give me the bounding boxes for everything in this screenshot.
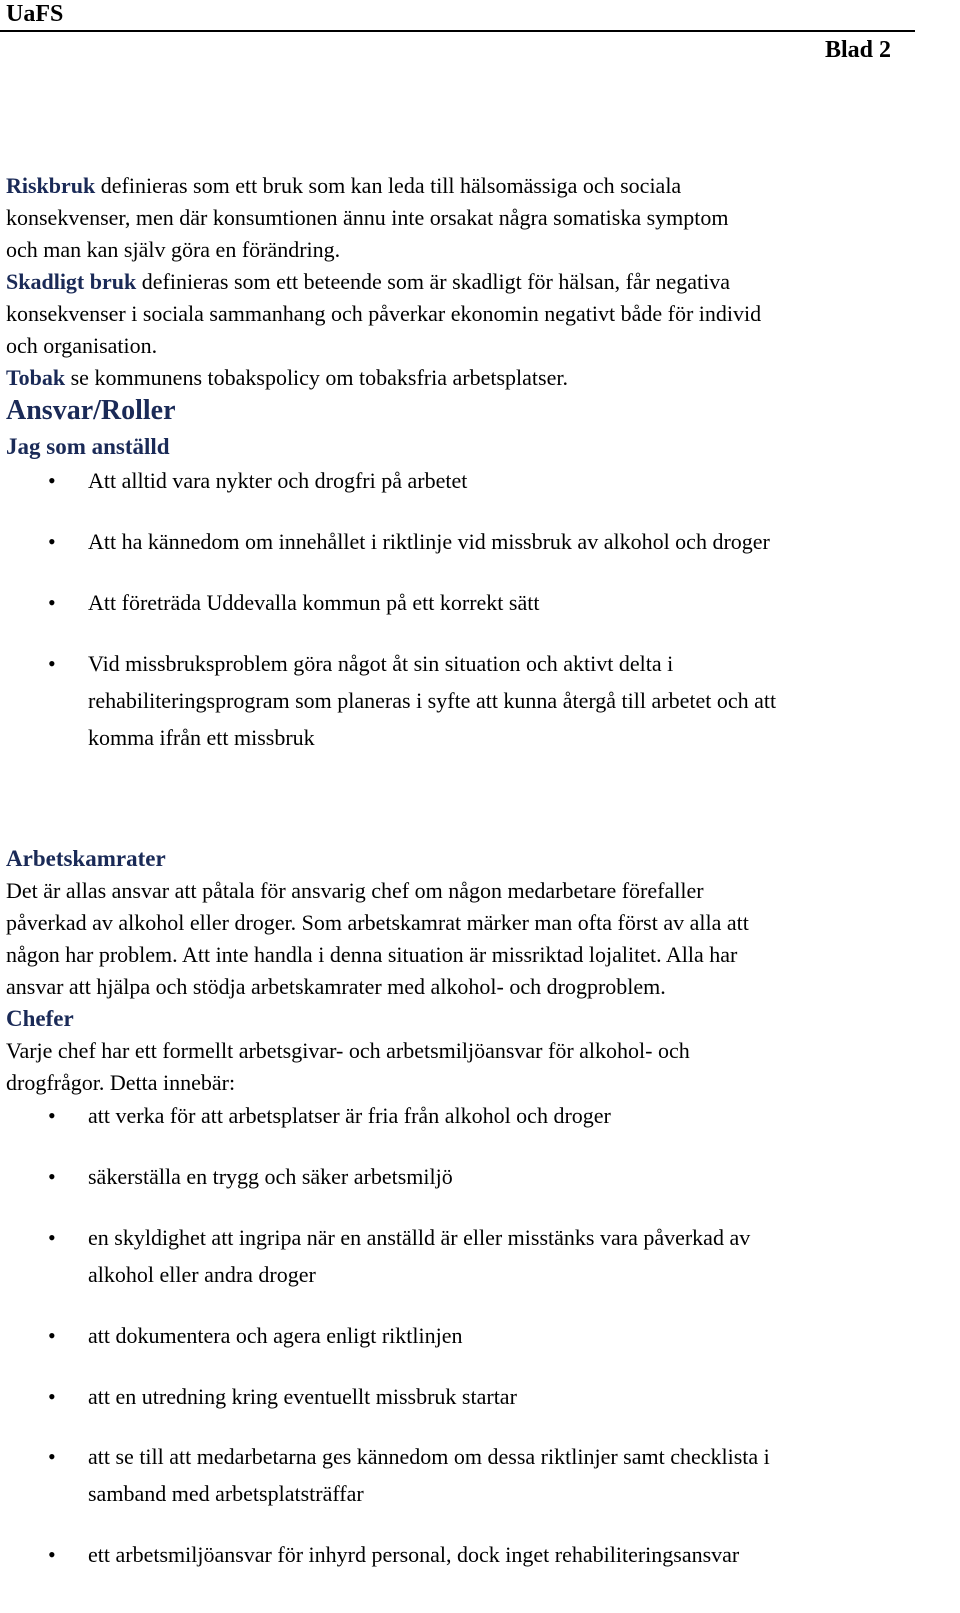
definition-text: definieras som ett bruk som kan leda till hälsomässiga och sociala xyxy=(95,173,682,198)
colleagues-line-1: Det är allas ansvar att påtala för ansvarig chef om någon medarbetare förefaller xyxy=(6,878,704,903)
term-skadligt-bruk: Skadligt bruk xyxy=(6,269,137,294)
definition-skadligt-line-2: konsekvenser i sociala sammanhang och påverkar ekonomin negativt både för individ xyxy=(6,301,762,326)
definition-riskbruk-line-3: och man kan själv göra en förändring. xyxy=(6,237,341,262)
bullet-icon: • xyxy=(48,1164,56,1189)
managers-bullet-3-line-1: en skyldighet att ingripa när en anställd är eller misstänks vara påverkad av xyxy=(88,1225,751,1250)
managers-bullet-5: att en utredning kring eventuellt missbruk startar xyxy=(88,1384,517,1409)
definition-skadligt-line-3: och organisation. xyxy=(6,333,158,358)
employee-bullet-1: Att alltid vara nykter och drogfri på arbetet xyxy=(88,468,468,493)
colleagues-line-4: ansvar att hjälpa och stödja arbetskamrater med alkohol- och drogproblem. xyxy=(6,974,666,999)
employee-bullet-2: Att ha kännedom om innehållet i riktlinje vid missbruk av alkohol och droger xyxy=(88,529,770,554)
managers-bullet-6-line-1: att se till att medarbetarna ges kännedom om dessa riktlinjer samt checklista i xyxy=(88,1444,770,1469)
bullet-icon: • xyxy=(48,529,56,554)
section-heading-ansvar-roller: Ansvar/Roller xyxy=(6,395,176,426)
bullet-icon: • xyxy=(48,468,56,493)
definition-riskbruk-line-1 xyxy=(6,170,956,202)
managers-line-2: drogfrågor. Detta innebär: xyxy=(6,1070,236,1095)
bullet-icon: • xyxy=(48,1542,56,1567)
managers-bullet-2: säkerställa en trygg och säker arbetsmiljö xyxy=(88,1164,453,1189)
term-riskbruk: Riskbruk xyxy=(6,173,96,198)
definition-text: se kommunens tobakspolicy om tobaksfria arbetsplatser. xyxy=(65,365,568,390)
bullet-icon: • xyxy=(48,590,56,615)
bullet-icon: • xyxy=(48,1323,56,1348)
colleagues-line-2: påverkad av alkohol eller droger. Som arbetskamrat märker man ofta först av alla att xyxy=(6,910,749,935)
bullet-icon: • xyxy=(48,1444,56,1469)
employee-bullet-4-line-3: komma ifrån ett missbruk xyxy=(88,725,315,750)
definition-tobak-line-1 xyxy=(6,362,956,394)
employee-bullet-4-line-1: Vid missbruksproblem göra något åt sin situation och aktivt delta i xyxy=(88,651,674,676)
managers-bullet-4: att dokumentera och agera enligt riktlinjen xyxy=(88,1323,463,1348)
subheading-managers: Chefer xyxy=(6,1006,74,1031)
bullet-icon: • xyxy=(48,651,56,676)
managers-bullet-1: att verka för att arbetsplatser är fria från alkohol och droger xyxy=(88,1103,611,1128)
colleagues-line-3: någon har problem. Att inte handla i denna situation är missriktad lojalitet. Alla har xyxy=(6,942,738,967)
managers-bullet-6-line-2: samband med arbetsplatsträffar xyxy=(88,1481,364,1506)
definition-text: definieras som ett beteende som är skadligt för hälsan, får negativa xyxy=(136,269,731,294)
bullet-icon: • xyxy=(48,1384,56,1409)
subheading-employee: Jag som anställd xyxy=(6,434,170,459)
bullet-icon: • xyxy=(48,1103,56,1128)
header-divider xyxy=(0,30,915,32)
managers-line-1: Varje chef har ett formellt arbetsgivar- och arbetsmiljöansvar för alkohol- och xyxy=(6,1038,690,1063)
subheading-colleagues: Arbetskamrater xyxy=(6,846,166,871)
bullet-icon: • xyxy=(48,1225,56,1250)
document-header-title: UaFS xyxy=(6,1,64,27)
page-number: Blad 2 xyxy=(824,37,891,63)
definition-riskbruk-line-2: konsekvenser, men där konsumtionen ännu inte orsakat några somatiska symptom xyxy=(6,205,729,230)
employee-bullet-4-line-2: rehabiliteringsprogram som planeras i syfte att kunna återgå till arbetet och att xyxy=(88,688,777,713)
definition-skadligt-line-1 xyxy=(6,266,956,298)
managers-bullet-3-line-2: alkohol eller andra droger xyxy=(88,1262,316,1287)
employee-bullet-3: Att företräda Uddevalla kommun på ett korrekt sätt xyxy=(88,590,540,615)
managers-bullet-7: ett arbetsmiljöansvar för inhyrd personal, dock inget rehabiliteringsansvar xyxy=(88,1542,740,1567)
term-tobak: Tobak xyxy=(6,365,66,390)
